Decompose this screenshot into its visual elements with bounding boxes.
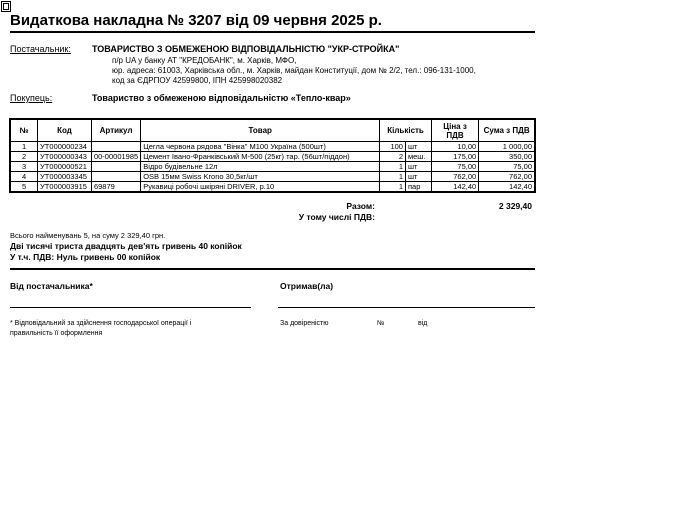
col-article-header: Артикул [91,119,140,142]
row-num: 4 [10,172,38,182]
supplier-signature-label: Від постачальника* [10,281,93,291]
row-product: Цемент Івано-Франківський М-500 (25кг) тар. (56шт/піддон) [141,152,380,162]
row-unit: пар [405,182,431,193]
trust-date-label: від [418,320,428,327]
row-qty: 1 [380,172,406,182]
row-price: 10,00 [431,142,478,152]
title-rule [10,31,535,33]
row-price: 75,00 [431,162,478,172]
table-row [10,152,535,162]
row-qty: 1 [380,182,406,193]
table-header-row [10,119,535,142]
total-value: 2 329,40 [498,201,532,211]
row-product: OSB 15мм Swiss Krono 30,5кг/шт [141,172,380,182]
trust-number-label: № [377,320,385,327]
row-unit: меш. [405,152,431,162]
row-price: 762,00 [431,172,478,182]
vat-in-words: У т.ч. ПДВ: Нуль гривень 00 копійок [10,252,161,262]
row-num: 3 [10,162,38,172]
table-row [10,142,535,152]
row-code: УТ000000521 [38,162,92,172]
row-num: 1 [10,142,38,152]
footnote-line-1: * Відповідальний за здійснення господарської операції і [10,320,192,327]
row-sum: 350,00 [479,152,535,162]
goods-table [9,118,536,193]
supplier-codes-line: код за ЄДРПОУ 42599800, ІПН 425998020382 [112,76,283,85]
row-num: 5 [10,182,38,193]
row-product: Рукавиці робочі шкіряні DRIVER, р.10 [141,182,380,193]
col-price-header: Ціна з ПДВ [431,119,478,142]
table-row [10,172,535,182]
corner-checkbox-icon [1,1,11,12]
row-unit: шт [405,172,431,182]
row-sum: 1 000,00 [479,142,535,152]
supplier-signature-line [10,307,251,308]
footnote-line-2: правильність її оформлення [10,330,103,337]
row-qty: 100 [380,142,406,152]
receiver-signature-line [278,307,535,308]
col-num-header: № [10,119,38,142]
supplier-label: Постачальник: [10,44,71,54]
row-article [91,162,140,172]
vat-label: У тому числі ПДВ: [298,212,375,222]
buyer-label: Покупець: [10,93,53,103]
row-sum: 142,40 [479,182,535,193]
row-article: 69879 [91,182,140,193]
supplier-address-line: юр. адреса: 61003, Харківська обл., м. Харків, майдан Конституції, дом № 2/2, тел.: 096-131-1000, [112,66,476,75]
buyer-name: Товариство з обмеженою відповідальністю «Тепло-квар» [92,93,351,103]
row-price: 142,40 [431,182,478,193]
row-product: Відро будівельне 12л [141,162,380,172]
row-unit: шт [405,142,431,152]
col-product-header: Товар [141,119,380,142]
row-code: УТ000003915 [38,182,92,193]
receiver-signature-label: Отримав(ла) [280,281,334,291]
row-article: 00-00001985 [91,152,140,162]
row-qty: 2 [380,152,406,162]
row-unit: шт [405,162,431,172]
table-row [10,182,535,193]
items-count-line: Всього найменувань 5, на суму 2 329,40 грн. [10,231,166,240]
row-price: 175,00 [431,152,478,162]
row-article [91,172,140,182]
row-num: 2 [10,152,38,162]
row-sum: 75,00 [479,162,535,172]
col-code-header: Код [38,119,92,142]
summary-rule [10,268,535,270]
row-code: УТ000000343 [38,152,92,162]
document-title: Видаткова накладна № 3207 від 09 червня 2025 р. [10,12,382,29]
trust-label: За довіреністю [280,320,329,327]
col-qty-header: Кількість [380,119,432,142]
amount-in-words: Дві тисячі триста двадцять дев'ять гривень 40 копійок [10,241,242,251]
table-row [10,162,535,172]
row-sum: 762,00 [479,172,535,182]
total-label: Разом: [346,201,375,211]
row-qty: 1 [380,162,406,172]
row-product: Цегла червона рядова "Вінка" М100 Україна (500шт) [141,142,380,152]
row-code: УТ000000234 [38,142,92,152]
row-article [91,142,140,152]
supplier-bank-line: п/р UA у банку АТ "КРЕДОБАНК", м. Харків, МФО, [112,56,297,65]
row-code: УТ000003345 [38,172,92,182]
col-sum-header: Сума з ПДВ [479,119,535,142]
supplier-name: ТОВАРИСТВО З ОБМЕЖЕНОЮ ВІДПОВІДАЛЬНІСТЮ "УКР-СТРОЙКА" [92,44,400,54]
